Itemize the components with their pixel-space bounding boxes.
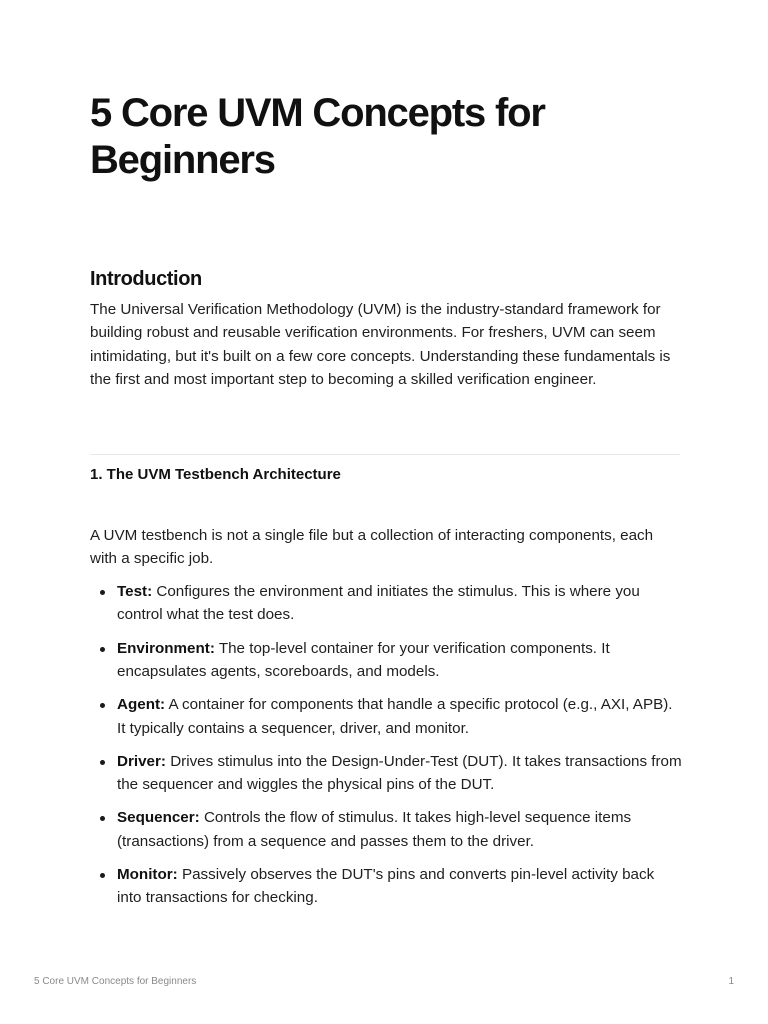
component-name-sequencer: Sequencer:: [117, 809, 200, 827]
section-divider: [90, 454, 680, 455]
document-title: 5 Core UVM Concepts for Beginners: [90, 91, 545, 182]
footer-document-title: 5 Core UVM Concepts for Beginners: [34, 976, 197, 987]
component-name-test: Test:: [117, 583, 153, 600]
list-item-environment: [90, 637, 682, 684]
component-description-driver: Drives stimulus into the Design-Under-Test (DUT). It takes transactions from the sequencer and wiggles the physical pins of the DUT.: [117, 752, 682, 794]
list-item-sequencer: [90, 806, 682, 853]
introduction-paragraph: The Universal Verification Methodology (UVM) is the industry-standard framework for building robust and reusable verification environments. For freshers, UVM can seem intimidating, but it's built on a few core concepts. Understanding these fundamentals is the first and most important step to becoming a skilled verification engineer.: [90, 301, 671, 389]
section-1-paragraph: A UVM testbench is not a single file but a collection of interacting components, each with a specific job.: [90, 527, 654, 568]
component-name-monitor: Monitor:: [117, 866, 178, 884]
component-description-test: Configures the environment and initiates the stimulus. This is where you control what the test does.: [117, 583, 640, 624]
list-item-test: [90, 580, 682, 627]
component-description-sequencer: Controls the flow of stimulus. It takes high-level sequence items (transactions) from a sequence and passes them to the driver.: [117, 809, 632, 850]
list-item-agent: [90, 693, 682, 740]
uvm-components-list: [90, 580, 682, 920]
footer-page-number: 1: [728, 976, 734, 987]
component-description-monitor: Passively observes the DUT's pins and converts pin-level activity back into transactions for checking.: [117, 866, 655, 907]
component-description-agent: A container for components that handle a specific protocol (e.g., AXI, APB). It typically contains a sequencer, driver, and monitor.: [117, 696, 673, 737]
introduction-heading: Introduction: [90, 268, 202, 290]
component-name-environment: Environment:: [117, 639, 215, 657]
list-item-monitor: [90, 863, 682, 910]
list-item-driver: [90, 750, 682, 797]
component-name-agent: Agent:: [117, 696, 166, 714]
component-name-driver: Driver:: [117, 752, 166, 770]
component-description-environment: The top-level container for your verification components. It encapsulates agents, scoreboards, and models.: [117, 639, 610, 681]
section-1-heading: 1. The UVM Testbench Architecture: [90, 466, 341, 483]
